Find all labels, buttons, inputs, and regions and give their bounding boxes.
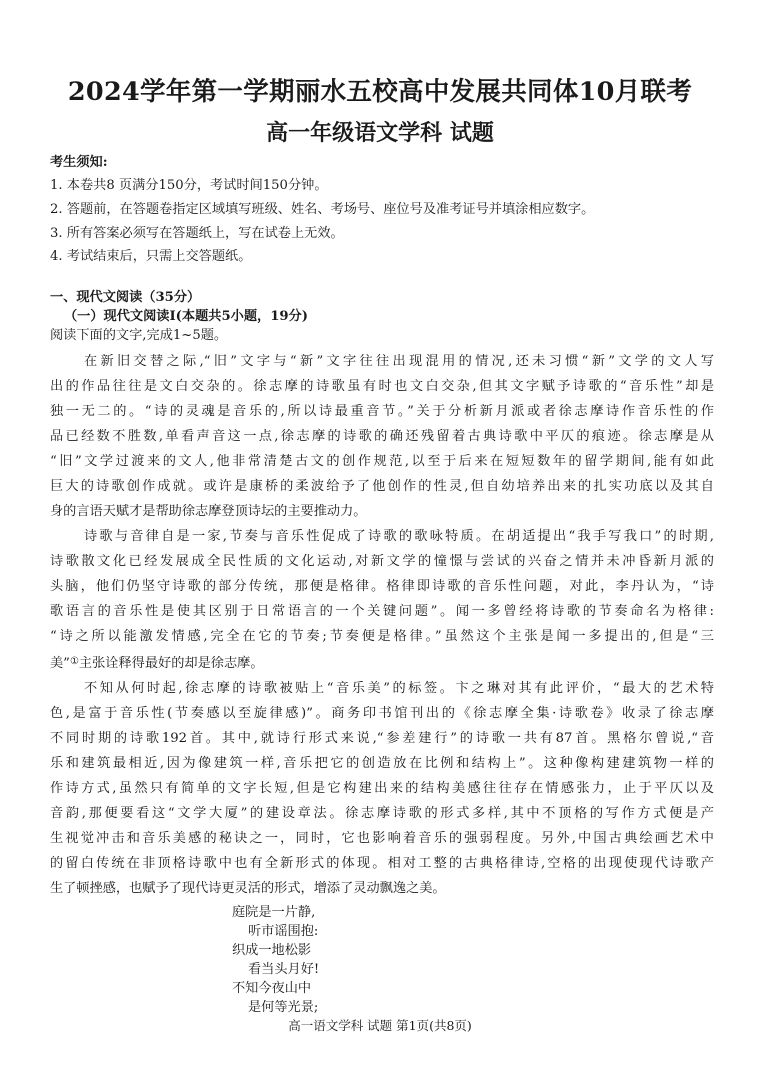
passage-line: 巨大的诗歌创作成就。或许是康桥的柔波给予了他创作的性灵,但自幼培养出来的扎实功底以及其自: [50, 479, 714, 494]
passage-line: 生视觉冲击和音乐美感的秘诀之一，同时，它也影响着音乐的强弱程度。另外,中国古典绘画艺术中: [50, 831, 714, 846]
passage-line: 乐和建筑最相近,因为像建筑一样,音乐把它的创造放在比例和结构上”。这种像构建建筑物一样的: [50, 756, 714, 771]
notice-item: 4. 考试结束后，只需上交答题纸。: [50, 249, 252, 264]
passage-line: 诗歌与音律自是一家,节奏与音乐性促成了诗歌的歌咏特质。在胡适提出“我手写我口”的时期,: [84, 529, 714, 544]
poem-line: 不知今夜山中: [232, 981, 312, 996]
passage-line: 诗歌散文化已经发展成全民性质的文化运动,对新文学的憧憬与尝试的兴奋之情并未冲昏新月派的: [50, 554, 714, 569]
poem-line: 听市谣围抱:: [248, 924, 319, 939]
passage-line: “旧”文学过渡来的文人,他非常清楚古文的创作规范,以至于后来在短短数年的留学期间,能有如此: [50, 454, 714, 469]
passage-line: [50, 653, 714, 673]
passage-line: 在新旧交替之际,“旧”文字与“新”文字往往出现混用的情况,还未习惯“新”文学的文人写: [84, 354, 714, 369]
passage-line: 品已经数不胜数,单看声音这一点,徐志摩的诗歌的确还残留着古典诗歌中平仄的痕迹。徐志摩是从: [50, 429, 714, 444]
passage-line: 生了顿挫感，也赋予了现代诗更灵活的形式，增添了灵动飘逸之美。: [50, 881, 446, 896]
passage-line: 身的言语天赋才是帮助徐志摩登顶诗坛的主要推动力。: [50, 504, 367, 519]
passage-line: 头脑，他们仍坚守诗歌的部分传统，那便是格律。格律即诗歌的音乐性问题，对此，李丹认为，“诗: [50, 579, 714, 594]
notice-item: 3. 所有答案必须写在答题纸上，写在试卷上无效。: [50, 226, 344, 241]
passage-line: 的留白传统在非顶格诗歌中也有全新形式的体现。相对工整的古典格律诗,空格的出现使现代诗歌产: [50, 856, 714, 871]
poem-line: 庭院是一片静,: [232, 905, 316, 920]
notice-item: 2. 答题前，在答题卷指定区域填写班级、姓名、考场号、座位号及准考证号并填涂相应数字。: [50, 202, 595, 217]
passage-line: 作诗方式,虽然只有简单的文字长短,但是它构建出来的结构美感往往存在情感张力，止于平仄以及: [50, 781, 714, 796]
reading-instruction: 阅读下面的文字,完成1~5题。: [50, 328, 228, 343]
passage-line: 不知从何时起,徐志摩的诗歌被贴上“音乐美”的标签。卞之琳对其有此评价，“最大的艺术特: [84, 681, 714, 696]
passage-line: 歌语言的音乐性是使其区别于日常语言的一个关键问题”。闻一多曾经将诗歌的节奏命名为格律:: [50, 604, 714, 619]
passage-line: “诗之所以能激发情感,完全在它的节奏;节奏便是格律。”虽然这个主张是闻一多提出的,但是“三: [50, 629, 714, 644]
poem-line: 织成一地松影: [232, 943, 312, 958]
notice-item: 1. 本卷共8 页满分150分，考试时间150分钟。: [50, 178, 328, 193]
poem-line: 是何等光景;: [248, 1000, 319, 1015]
page-footer: 高一语文学科 试题 第1页(共8页): [288, 1018, 472, 1033]
passage-text: 美”: [50, 656, 70, 671]
passage-line: 不同时期的诗歌192首。其中,就诗行形式来说,“参差建行”的诗歌一共有87首。黑格尔曾说,“音: [50, 731, 714, 746]
footnote-marker: ①: [69, 656, 79, 667]
passage-text: 主张诠释得最好的却是徐志摩。: [78, 656, 264, 671]
notice-heading: 考生须知:: [50, 155, 108, 170]
poem-line: 看当头月好!: [248, 962, 320, 977]
passage-line: 独一无二的。“诗的灵魂是音乐的,所以诗最重音节。”关于分析新月派或者徐志摩诗作音乐性的作: [50, 404, 714, 419]
exam-title: 2024学年第一学期丽水五校高中发展共同体10月联考: [67, 77, 693, 107]
subsection-heading: （一）现代文阅读Ⅰ(本题共5小题，19分): [64, 309, 308, 324]
exam-subtitle: 高一年级语文学科 试题: [266, 120, 494, 146]
passage-line: 出的作品往往是文白交杂的。徐志摩的诗歌虽有时也文白交杂,但其文字赋予诗歌的“音乐性”却是: [50, 379, 714, 394]
passage-line: 音韵,那便要看这“文学大厦”的建设章法。徐志摩诗歌的形式多样,其中不顶格的写作方式便是产: [50, 806, 714, 821]
section-heading: 一、现代文阅读（35分）: [50, 290, 201, 305]
passage-line: 色,是富于音乐性(节奏感以至旋律感)”。商务印书馆刊出的《徐志摩全集·诗歌卷》收录了徐志摩: [50, 706, 714, 721]
